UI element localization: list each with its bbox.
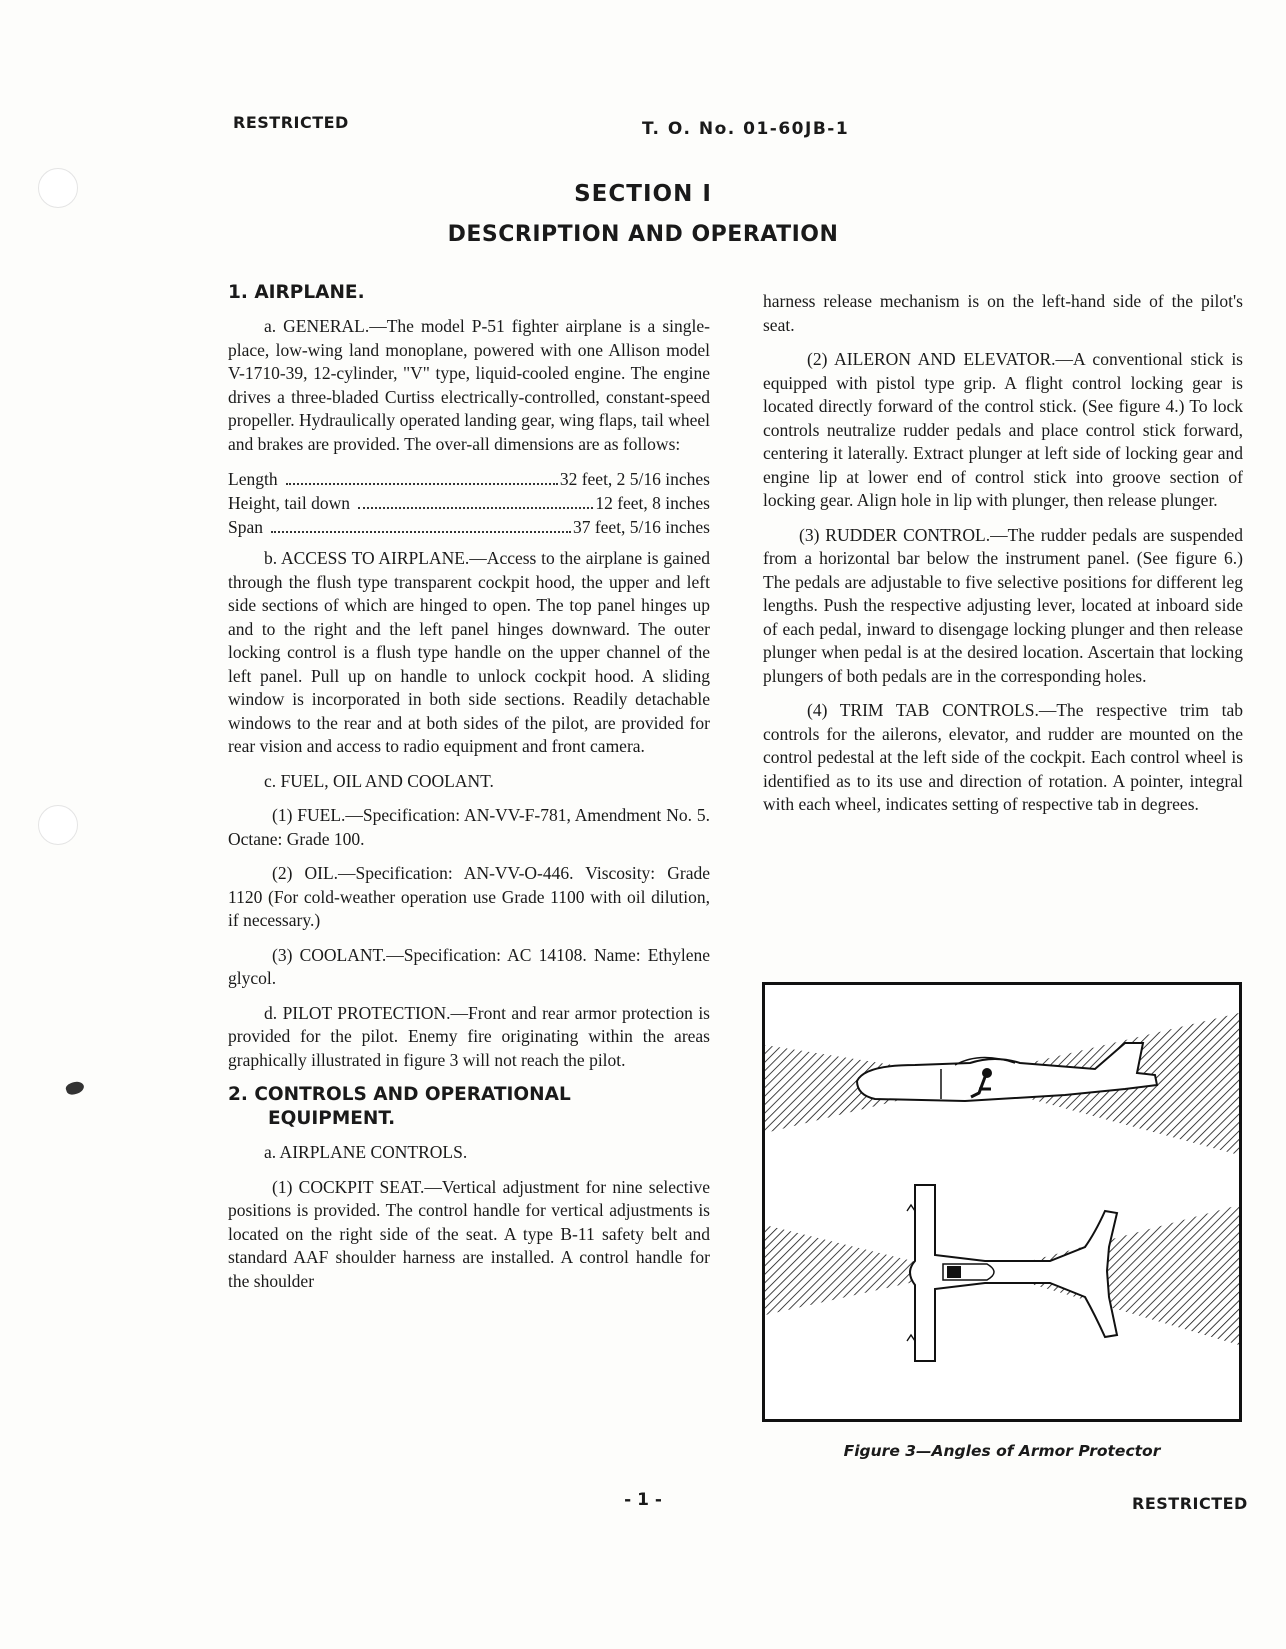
dimension-value: 32 feet, 2 5/16 inches — [559, 469, 710, 489]
para-coolant: (3) COOLANT.—Specification: AC 14108. Name: Ethylene glycol. — [228, 944, 710, 988]
dimension-row — [228, 515, 710, 539]
dimension-value: 37 feet, 5/16 inches — [572, 517, 710, 537]
punch-hole — [38, 805, 78, 845]
dimension-label: Height, tail down — [228, 493, 350, 513]
footer-restricted: RESTRICTED — [1132, 1494, 1248, 1513]
ink-speck — [64, 1079, 85, 1096]
dot-leader — [358, 507, 593, 509]
header-restricted: RESTRICTED — [233, 113, 349, 132]
header-to-number: T. O. No. 01-60JB-1 — [642, 119, 850, 139]
para-fuel: (1) FUEL.—Specification: AN-VV-F-781, Amendment No. 5. Octane: Grade 100. — [228, 805, 710, 849]
para-rudder-control: (3) RUDDER CONTROL.—The rudder pedals are suspended from a horizontal bar below the instrument panel. (See figure 6.) The pedals are adjustable to five selective positions for different leg lengths. Push the respective adjusting lever, located at inboard side of each pedal, inward to disengage locking plunger and then release plunger when pedal is at the desired location. Ascertain that locking plungers of both pedals are in the corresponding holes. — [763, 524, 1243, 686]
para-oil: (2) OIL.—Specification: AN-VV-O-446. Viscosity: Grade 1120 (For cold-weather operation use Grade 1100 with oil dilution, if necessary.) — [228, 863, 710, 930]
para-general: a. GENERAL.—The model P-51 fighter airplane is a single-place, low-wing land monoplane, powered with one Allison model V-1710-39, 12-cylinder, "V" type, liquid-cooled engine. The engine drives a three-bladed Curtiss electrically-controlled, constant-speed propeller. Hydraulically operated landing gear, wing flaps, tail wheel and brakes are provided. The over-all dimensions are as follows: — [228, 316, 710, 454]
heading-airplane-controls: a. AIRPLANE CONTROLS. — [264, 1142, 468, 1162]
dimension-label: Length — [228, 469, 278, 489]
page-number: - 1 - — [624, 1490, 662, 1510]
dimension-row — [228, 467, 710, 491]
section-subtitle: DESCRIPTION AND OPERATION — [447, 222, 839, 247]
para-access: b. ACCESS TO AIRPLANE.—Access to the airplane is gained through the flush type transparent cockpit hood, the upper and left side sections of which are hinged to open. The top panel hinges up and to the right and the left panel hinges downward. The outer locking control is a flush type handle on the upper channel of the left panel. Pull up on handle to unlock cockpit hood. A sliding window is incorporated in both side sections. Readily detachable windows to the rear and at both sides of the pilot, are provided for rear vision and access to radio equipment and front camera. — [228, 548, 710, 756]
dot-leader — [286, 483, 558, 485]
heading-airplane: 1. AIRPLANE. — [228, 282, 365, 303]
pilot-head — [982, 1068, 992, 1078]
pilot-top — [947, 1266, 961, 1278]
armor-angle-illustration — [765, 985, 1239, 1419]
airplane-top-view — [910, 1185, 1117, 1361]
heading-controls — [228, 1083, 710, 1131]
para-cockpit-seat: (1) COCKPIT SEAT.—Vertical adjustment for nine selective positions is provided. The control handle for vertical adjustments is located on the right side of the seat. A type B-11 safety belt and standard AAF shoulder harness are installed. A control handle for the shoulder — [228, 1176, 710, 1291]
heading-fuel-oil-coolant: c. FUEL, OIL AND COOLANT. — [264, 770, 494, 791]
left-column — [228, 281, 710, 1293]
dimensions-list — [228, 467, 710, 539]
dimension-value: 12 feet, 8 inches — [595, 493, 710, 513]
heading-controls-line1: 2. CONTROLS AND OPERATIONAL — [228, 1084, 571, 1105]
para-trim-tab: (4) TRIM TAB CONTROLS.—The respective trim tab controls for the ailerons, elevator, and rudder are mounted on the control pedestal at the left side of the cockpit. Each control wheel is identified as to its use and direction of rotation. A pointer, integral with each wheel, indicates setting of respective tab in degrees. — [763, 700, 1243, 814]
dimension-label: Span — [228, 517, 263, 537]
para-pilot-protection: d. PILOT PROTECTION.—Front and rear armor protection is provided for the pilot. Enemy fire originating within the areas graphically illustrated in figure 3 will not reach the pilot. — [228, 1002, 710, 1070]
para-aileron-elevator: (2) AILERON AND ELEVATOR.—A conventional stick is equipped with pistol type grip. A flight control locking gear is located directly forward of the control stick. (See figure 4.) To lock controls neutralize rudder pedals and place control stick forward, centering it laterally. Extract plunger at left side of locking gear and engine lip at lower end of control stick into groove section of locking gear. Align hole in lip with plunger, then release plunger. — [763, 349, 1243, 510]
figure-caption: Figure 3—Angles of Armor Protector — [843, 1442, 1161, 1460]
heading-controls-line2: EQUIPMENT. — [268, 1108, 396, 1129]
right-column — [763, 290, 1243, 828]
dimension-row — [228, 491, 710, 515]
section-title: SECTION I — [574, 181, 712, 207]
para-harness-continued: harness release mechanism is on the left-hand side of the pilot's seat. — [763, 291, 1243, 335]
dot-leader — [271, 531, 571, 533]
figure-armor-angles — [762, 982, 1242, 1422]
